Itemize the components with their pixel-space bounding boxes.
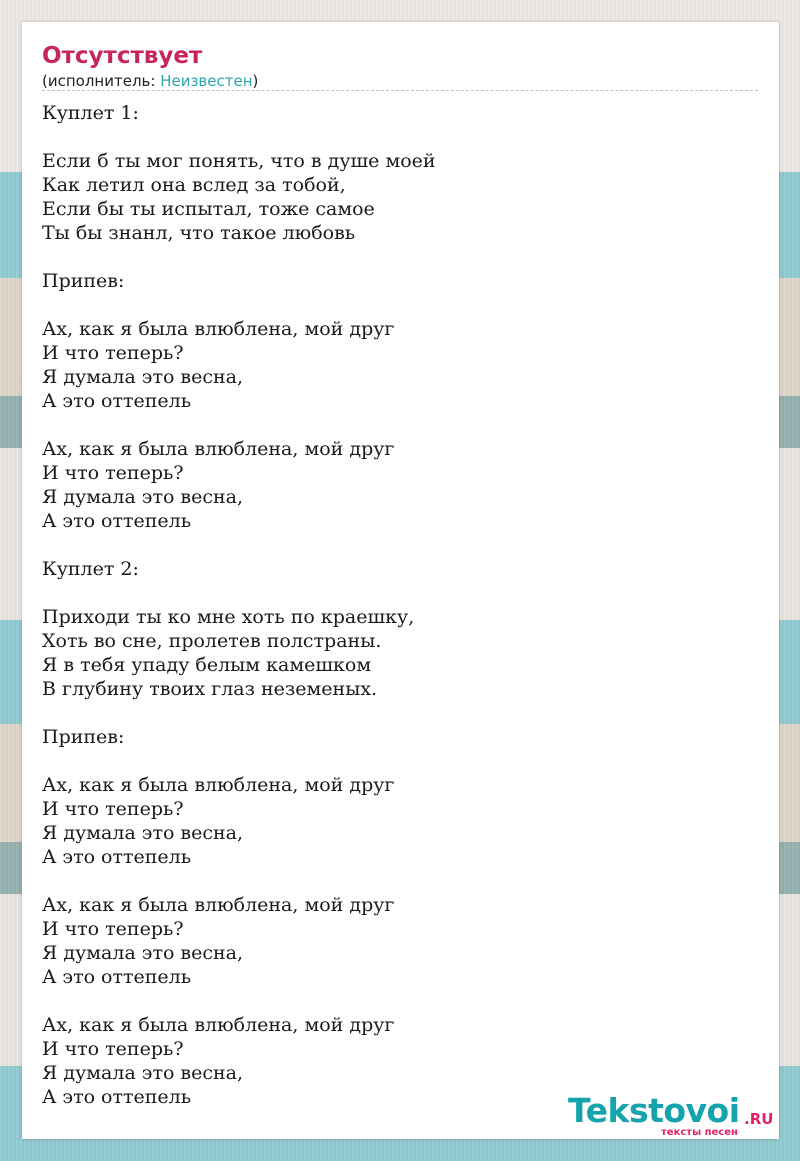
lyrics-blank-line — [42, 749, 758, 773]
lyrics-blank-line — [42, 989, 758, 1013]
lyrics-blank-line — [42, 245, 758, 269]
lyrics-line: Я думала это весна, — [42, 1062, 244, 1084]
artist-suffix: ) — [252, 72, 259, 90]
lyrics-text — [42, 101, 758, 1109]
lyrics-line: И что теперь? — [42, 798, 184, 820]
lyrics-line: В глубину твоих глаз неземеных. — [42, 678, 378, 700]
lyrics-line: Ах, как я была влюблена, мой друг — [42, 774, 395, 796]
lyrics-line: А это оттепель — [42, 1086, 192, 1108]
lyrics-line: И что теперь? — [42, 342, 184, 364]
lyrics-line: Как летил она вслед за тобой, — [42, 174, 346, 196]
lyrics-line: Ах, как я была влюблена, мой друг — [42, 318, 395, 340]
lyrics-line: И что теперь? — [42, 1038, 184, 1060]
lyrics-line: Я думала это весна, — [42, 366, 244, 388]
lyrics-line: Куплет 1: — [42, 102, 139, 124]
lyrics-blank-line — [42, 581, 758, 605]
lyrics-line: Я думала это весна, — [42, 942, 244, 964]
lyrics-line: Припев: — [42, 270, 125, 292]
song-title: Отсутствует — [42, 43, 203, 69]
lyrics-blank-line — [42, 533, 758, 557]
lyrics-blank-line — [42, 701, 758, 725]
lyrics-line: Я в тебя упаду белым камешком — [42, 654, 372, 676]
lyrics-line: Ах, как я была влюблена, мой друг — [42, 438, 395, 460]
lyrics-line: Ах, как я была влюблена, мой друг — [42, 894, 395, 916]
artist-link[interactable]: Неизвестен — [160, 72, 253, 90]
lyrics-line: Я думала это весна, — [42, 486, 244, 508]
lyrics-line: Ах, как я была влюблена, мой друг — [42, 1014, 395, 1036]
lyrics-line: Приходи ты ко мне хоть по краешку, — [42, 606, 415, 628]
artist-prefix: (исполнитель: — [42, 72, 161, 90]
lyrics-line: Припев: — [42, 726, 125, 748]
lyrics-line: Если бы ты испытал, тоже самое — [42, 198, 375, 220]
lyrics-line: А это оттепель — [42, 846, 192, 868]
logo-name: Tekstovoi — [568, 1091, 740, 1130]
lyrics-line: Хоть во сне, пролетев полстраны. — [42, 630, 382, 652]
lyrics-line: А это оттепель — [42, 510, 192, 532]
logo-tagline: тексты песен — [661, 1127, 738, 1138]
lyrics-card — [22, 22, 779, 1139]
lyrics-line: А это оттепель — [42, 390, 192, 412]
site-logo[interactable] — [568, 1091, 778, 1139]
lyrics-line: Ты бы знанл, что такое любовь — [42, 222, 356, 244]
lyrics-line: И что теперь? — [42, 918, 184, 940]
lyrics-blank-line — [42, 869, 758, 893]
lyrics-line: Куплет 2: — [42, 558, 139, 580]
lyrics-line: Если б ты мог понять, что в душе моей — [42, 150, 436, 172]
lyrics-blank-line — [42, 293, 758, 317]
lyrics-line: Я думала это весна, — [42, 822, 244, 844]
lyrics-blank-line — [42, 125, 758, 149]
lyrics-line: И что теперь? — [42, 462, 184, 484]
lyrics-line: А это оттепель — [42, 966, 192, 988]
artist-line — [42, 72, 258, 90]
lyrics-blank-line — [42, 413, 758, 437]
title-divider — [42, 90, 758, 91]
logo-tld: .RU — [744, 1110, 774, 1128]
